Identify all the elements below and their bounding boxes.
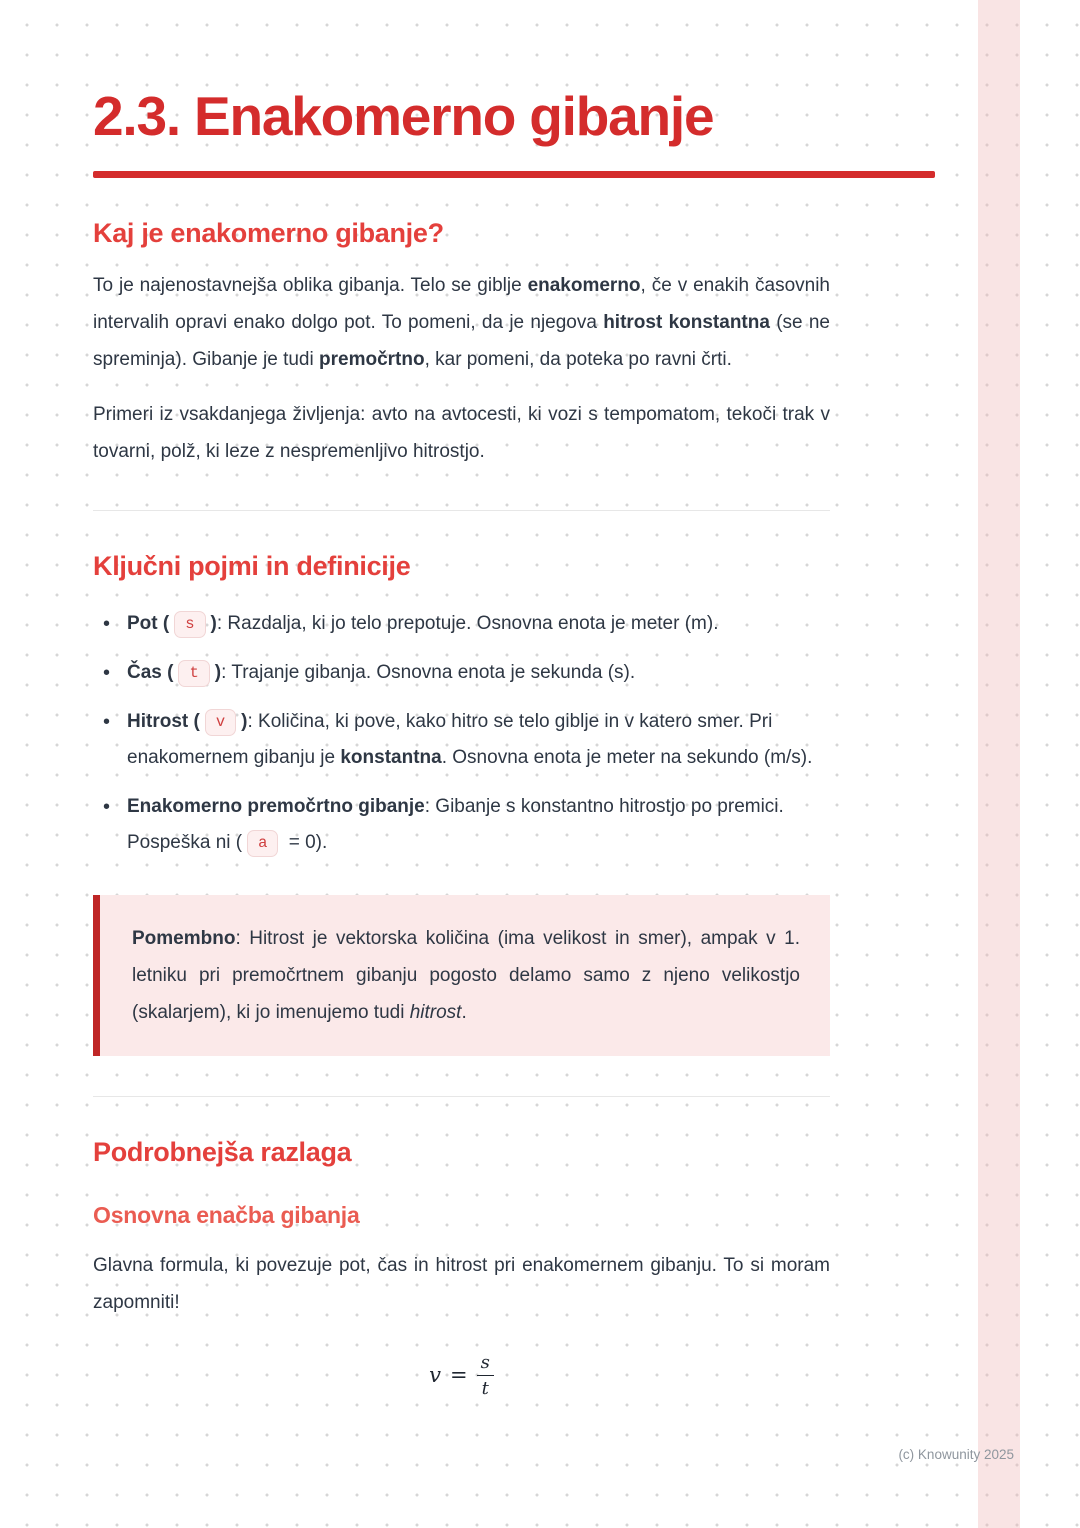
formula-container	[93, 1351, 830, 1401]
sub-heading-basic-equation: Osnovna enačba gibanja	[93, 1201, 360, 1228]
side-stripe-decoration	[978, 0, 1020, 1528]
callout-important: Pomembno: Hitrost je vektorska količina (ima velikost in smer), ampak v 1. letniku pri premočrtnem gibanju pogosto delamo samo z njeno velikostjo (skalarjem), ki jo imenujemo tudi hitrost.	[93, 895, 830, 1056]
fraction-numerator: s	[477, 1351, 494, 1376]
equation-v-equals-s-over-t	[429, 1351, 494, 1401]
list-item-enakomerno-gibanje: • Enakomerno premočrtno gibanje: Gibanje s konstantno hitrostjo po premici. Pospeška ni ( a = 0).	[93, 789, 830, 861]
paragraph-examples: Primeri iz vsakdanjega življenja: avto na avtocesti, ki vozi s tempomatom, tekoči trak v tovarni, polž, ki leze z nespremenljivo hitrostjo.	[93, 403, 830, 462]
formula-equals-sign: =	[450, 1363, 468, 1388]
section-heading-key-terms: Ključni pojmi in definicije	[93, 550, 411, 581]
formula-lhs: v	[429, 1363, 441, 1388]
page-title: 2.3. Enakomerno gibanje	[93, 85, 714, 147]
list-item-cas: • Čas ( t ): Trajanje gibanja. Osnovna enota je sekunda (s).	[93, 655, 830, 691]
section-heading-detailed: Podrobnejša razlaga	[93, 1136, 352, 1167]
symbol-chip: s	[174, 611, 205, 638]
paragraph-definition: To je najenostavnejša oblika gibanja. Telo se giblje enakomerno, če v enakih časovnih intervalih opravi enako dolgo pot. To pomeni, da je njegova hitrost konstantna (se ne spreminja). Gibanje je tudi premočrtno, kar pomeni, da poteka po ravni črti.	[93, 274, 830, 370]
bullet-list-key-terms	[93, 606, 830, 861]
fraction	[477, 1351, 494, 1401]
list-item-hitrost: • Hitrost ( v ): Količina, ki pove, kako hitro se telo giblje in v katero smer. Pri enakomernem gibanju je konstantna. Osnovna enota je meter na sekundo (m/s).	[93, 704, 830, 776]
footer-credit: (c) Knowunity 2025	[898, 1447, 1014, 1462]
symbol-chip: v	[205, 709, 236, 736]
list-item-pot: • Pot ( s ): Razdalja, ki jo telo prepotuje. Osnovna enota je meter (m).	[93, 606, 830, 642]
title-underline	[93, 171, 935, 178]
paragraph-formula-intro: Glavna formula, ki povezuje pot, čas in hitrost pri enakomernem gibanju. To si moram zapomniti!	[93, 1254, 830, 1313]
section-divider	[93, 510, 830, 511]
symbol-chip: a	[247, 830, 278, 857]
fraction-denominator: t	[481, 1377, 489, 1399]
section-divider	[93, 1096, 830, 1097]
symbol-chip: t	[178, 660, 209, 687]
section-heading-what-is: Kaj je enakomerno gibanje?	[93, 217, 444, 248]
